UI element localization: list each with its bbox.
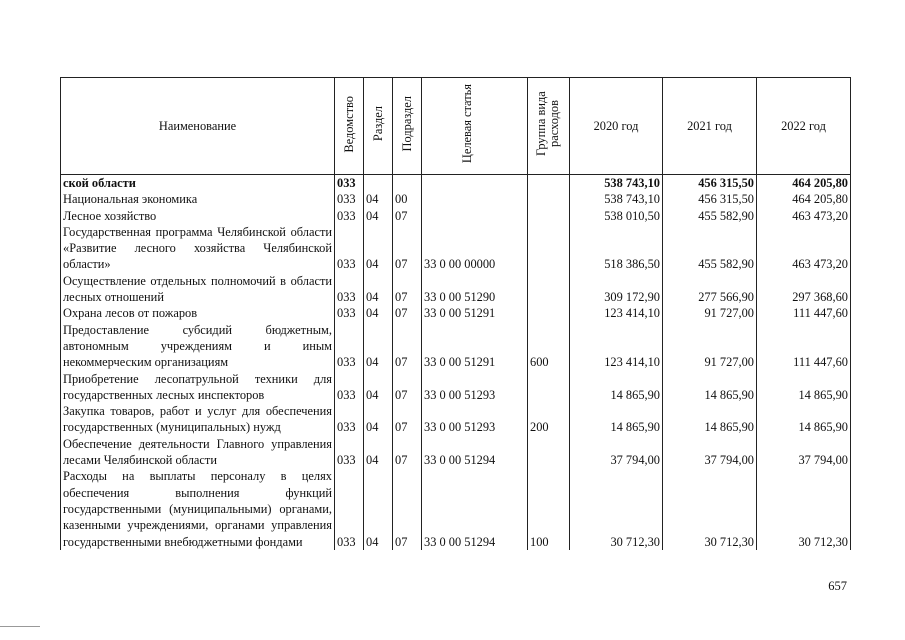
cell-2021: 91 727,00 <box>663 305 757 321</box>
cell-gruppa <box>528 305 570 321</box>
cell-2022: 464 205,80 <box>757 191 851 207</box>
cell-tselevaya: 33 0 00 51294 <box>422 468 528 549</box>
cell-2020: 309 172,90 <box>570 273 663 306</box>
table-row <box>61 436 851 469</box>
cell-2021: 456 315,50 <box>663 191 757 207</box>
cell-tselevaya: 33 0 00 51291 <box>422 305 528 321</box>
cell-tselevaya <box>422 175 528 192</box>
cell-vedomstvo: 033 <box>335 371 364 404</box>
cell-2021: 277 566,90 <box>663 273 757 306</box>
cell-vedomstvo: 033 <box>335 208 364 224</box>
cell-2021: 91 727,00 <box>663 322 757 371</box>
cell-razdel: 04 <box>364 305 393 321</box>
cell-podrazdel <box>393 175 422 192</box>
table-row <box>61 403 851 436</box>
cell-2021: 30 712,30 <box>663 468 757 549</box>
table-row <box>61 468 851 549</box>
page-number: 657 <box>828 579 847 593</box>
table-row <box>61 305 851 321</box>
cell-name: Осуществление отдельных полномочий в области лесных отношений <box>61 273 335 306</box>
cell-podrazdel: 07 <box>393 208 422 224</box>
table-row <box>61 208 851 224</box>
table-row <box>61 273 851 306</box>
cell-name: Лесное хозяйство <box>61 208 335 224</box>
cell-name: ской области <box>61 175 335 192</box>
cell-razdel: 04 <box>364 403 393 436</box>
cell-2020: 123 414,10 <box>570 322 663 371</box>
cell-2022: 14 865,90 <box>757 371 851 404</box>
cell-vedomstvo: 033 <box>335 322 364 371</box>
cell-name: Предоставление субсидий бюджетным, автономным учреждениям и иным некоммерческим организациям <box>61 322 335 371</box>
cell-2020: 538 010,50 <box>570 208 663 224</box>
header-razdel: Раздел <box>364 78 393 175</box>
table-row <box>61 224 851 273</box>
header-vedomstvo: Ведомство <box>335 78 364 175</box>
header-row <box>61 78 851 175</box>
table-row <box>61 322 851 371</box>
cell-podrazdel: 07 <box>393 322 422 371</box>
cell-podrazdel: 07 <box>393 371 422 404</box>
cell-gruppa <box>528 371 570 404</box>
cell-2020: 123 414,10 <box>570 305 663 321</box>
cell-vedomstvo: 033 <box>335 436 364 469</box>
cell-2022: 111 447,60 <box>757 305 851 321</box>
table-row <box>61 371 851 404</box>
cell-podrazdel: 07 <box>393 224 422 273</box>
cell-2021: 14 865,90 <box>663 371 757 404</box>
cell-razdel: 04 <box>364 273 393 306</box>
cell-gruppa <box>528 224 570 273</box>
header-podrazdel: Подраздел <box>393 78 422 175</box>
cell-2022: 14 865,90 <box>757 403 851 436</box>
cell-tselevaya: 33 0 00 51293 <box>422 403 528 436</box>
cell-gruppa <box>528 273 570 306</box>
budget-table <box>60 77 851 550</box>
header-gruppa: Группа вида расходов <box>528 78 570 175</box>
cell-name: Расходы на выплаты персоналу в целях обеспечения выполнения функций государственными (муниципальными) органами, казенными учреждениями, органами управления государственными внебюджетными фондами <box>61 468 335 549</box>
cell-2022: 463 473,20 <box>757 224 851 273</box>
cell-name: Закупка товаров, работ и услуг для обеспечения государственных (муниципальных) нужд <box>61 403 335 436</box>
header-tselevaya: Целевая статья <box>422 78 528 175</box>
cell-gruppa: 200 <box>528 403 570 436</box>
margin-mark <box>0 626 40 627</box>
header-year-2022: 2022 год <box>757 78 851 175</box>
cell-tselevaya <box>422 208 528 224</box>
cell-2020: 14 865,90 <box>570 371 663 404</box>
cell-vedomstvo: 033 <box>335 175 364 192</box>
cell-2021: 456 315,50 <box>663 175 757 192</box>
cell-2020: 30 712,30 <box>570 468 663 549</box>
cell-name: Национальная экономика <box>61 191 335 207</box>
cell-razdel: 04 <box>364 208 393 224</box>
table-row <box>61 191 851 207</box>
header-year-2021: 2021 год <box>663 78 757 175</box>
cell-2021: 455 582,90 <box>663 208 757 224</box>
cell-gruppa <box>528 175 570 192</box>
cell-razdel: 04 <box>364 224 393 273</box>
cell-tselevaya: 33 0 00 51291 <box>422 322 528 371</box>
cell-podrazdel: 07 <box>393 468 422 549</box>
cell-tselevaya: 33 0 00 51293 <box>422 371 528 404</box>
cell-vedomstvo: 033 <box>335 403 364 436</box>
cell-razdel <box>364 175 393 192</box>
cell-2021: 14 865,90 <box>663 403 757 436</box>
cell-podrazdel: 07 <box>393 436 422 469</box>
cell-2020: 37 794,00 <box>570 436 663 469</box>
cell-vedomstvo: 033 <box>335 191 364 207</box>
cell-2020: 538 743,10 <box>570 175 663 192</box>
cell-2020: 518 386,50 <box>570 224 663 273</box>
cell-gruppa: 100 <box>528 468 570 549</box>
cell-name: Приобретение лесопатрульной техники для государственных лесных инспекторов <box>61 371 335 404</box>
cell-razdel: 04 <box>364 322 393 371</box>
cell-2021: 37 794,00 <box>663 436 757 469</box>
cell-2021: 455 582,90 <box>663 224 757 273</box>
cell-razdel: 04 <box>364 436 393 469</box>
cell-tselevaya: 33 0 00 51290 <box>422 273 528 306</box>
header-name: Наименование <box>61 78 335 175</box>
cell-tselevaya <box>422 191 528 207</box>
cell-2022: 37 794,00 <box>757 436 851 469</box>
cell-2022: 297 368,60 <box>757 273 851 306</box>
cell-vedomstvo: 033 <box>335 305 364 321</box>
cell-2022: 111 447,60 <box>757 322 851 371</box>
header-year-2020: 2020 год <box>570 78 663 175</box>
cell-name: Охрана лесов от пожаров <box>61 305 335 321</box>
cell-2022: 30 712,30 <box>757 468 851 549</box>
cell-gruppa: 600 <box>528 322 570 371</box>
cell-vedomstvo: 033 <box>335 273 364 306</box>
cell-2020: 14 865,90 <box>570 403 663 436</box>
cell-podrazdel: 07 <box>393 273 422 306</box>
cell-razdel: 04 <box>364 191 393 207</box>
cell-2022: 463 473,20 <box>757 208 851 224</box>
cell-gruppa <box>528 436 570 469</box>
cell-tselevaya: 33 0 00 00000 <box>422 224 528 273</box>
cell-podrazdel: 00 <box>393 191 422 207</box>
cell-gruppa <box>528 208 570 224</box>
cell-2020: 538 743,10 <box>570 191 663 207</box>
cell-razdel: 04 <box>364 468 393 549</box>
cell-vedomstvo: 033 <box>335 224 364 273</box>
table-row <box>61 175 851 192</box>
cell-podrazdel: 07 <box>393 305 422 321</box>
cell-2022: 464 205,80 <box>757 175 851 192</box>
cell-vedomstvo: 033 <box>335 468 364 549</box>
cell-podrazdel: 07 <box>393 403 422 436</box>
cell-tselevaya: 33 0 00 51294 <box>422 436 528 469</box>
cell-name: Государственная программа Челябинской области «Развитие лесного хозяйства Челябинской области» <box>61 224 335 273</box>
cell-name: Обеспечение деятельности Главного управления лесами Челябинской области <box>61 436 335 469</box>
cell-gruppa <box>528 191 570 207</box>
cell-razdel: 04 <box>364 371 393 404</box>
